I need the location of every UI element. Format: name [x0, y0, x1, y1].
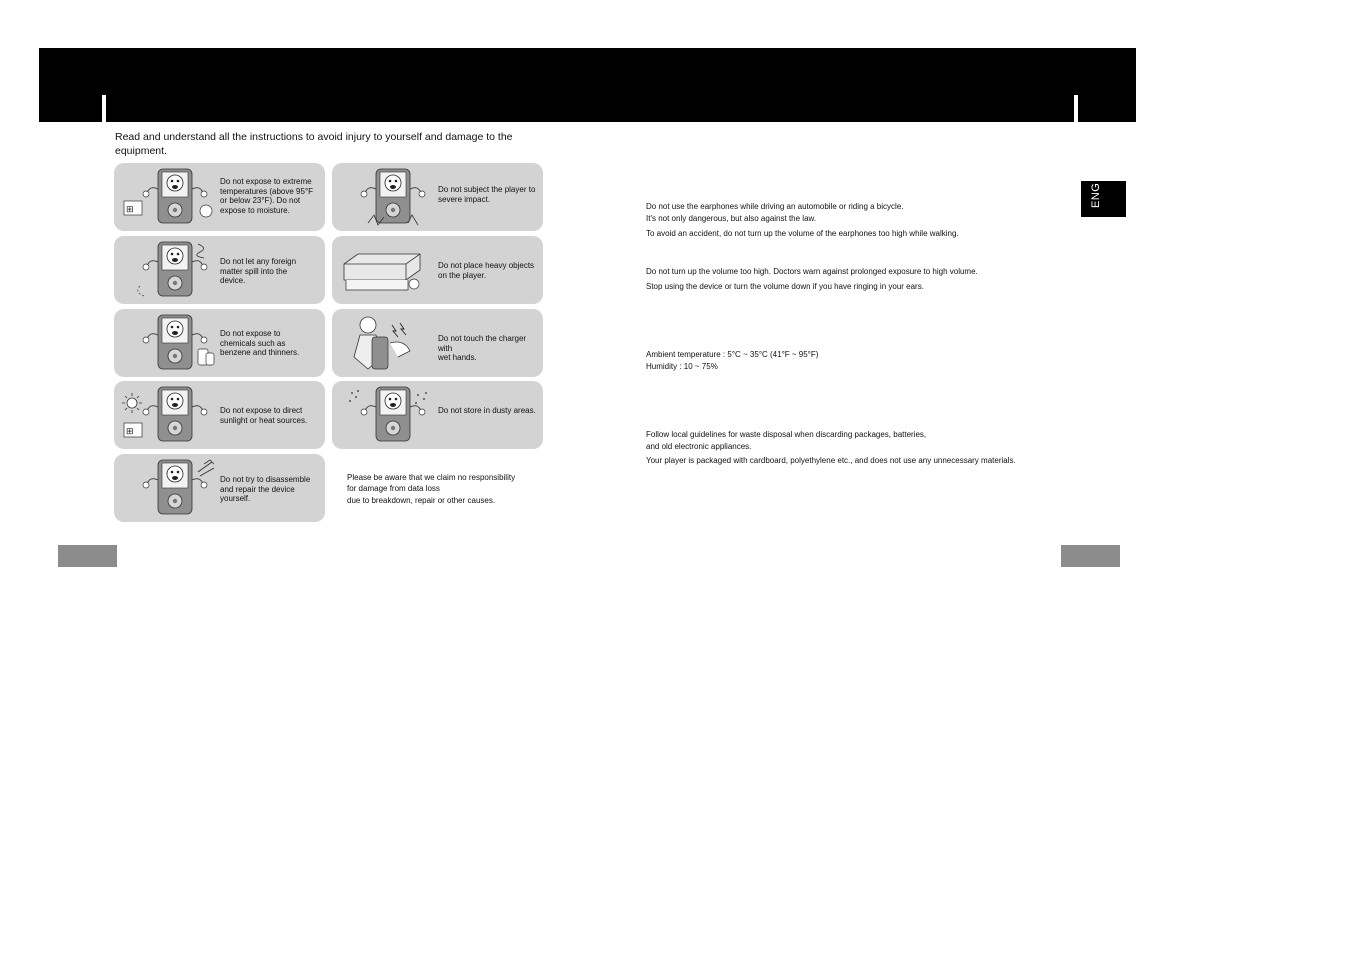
charger-wet-hands-icon: [338, 313, 434, 373]
card-text: Do not expose to chemicals such as benzene and thinners.: [220, 329, 300, 357]
player-temperature-icon: [120, 167, 216, 227]
header-bar: [39, 48, 1136, 122]
card-text: Do not store in dusty areas.: [438, 406, 536, 415]
player-foreign-matter-icon: [120, 240, 216, 300]
page-number-tab-right: [1061, 545, 1120, 567]
page-number-tab-left: [58, 545, 117, 567]
card-text: Do not place heavy objects on the player.: [438, 261, 535, 280]
card-text: Do not expose to direct sunlight or heat sources.: [220, 406, 308, 425]
player-disassemble-icon: [120, 458, 216, 518]
card-text: Do not try to disassemble and repair the device yourself.: [220, 475, 311, 503]
card-text: Do not touch the charger with wet hands.: [438, 334, 527, 362]
player-impact-icon: [338, 167, 434, 227]
player-sunlight-icon: [120, 385, 216, 445]
caution-card-chemicals: [114, 309, 325, 377]
card-text: Do not subject the player to severe impact.: [438, 185, 536, 204]
card-text: Do not let any foreign matter spill into the device.: [220, 257, 297, 285]
svg-text:⊞: ⊞: [126, 426, 134, 436]
intro-text: Read and understand all the instructions to avoid injury to yourself and damage to the equipment.: [115, 131, 513, 157]
header-tick-left: [102, 95, 106, 123]
caution-card-impact: [332, 163, 543, 231]
svg-text:⊞: ⊞: [126, 204, 134, 214]
heavy-objects-icon: [338, 240, 434, 300]
caution-card-sunlight: [114, 381, 325, 449]
data-loss-notice: Please be aware that we claim no responsibility for damage from data loss due to breakdown, repair or other causes.: [347, 473, 516, 505]
header-tick-right: [1074, 95, 1078, 123]
caution-card-temperature: [114, 163, 325, 231]
language-tab: ENG: [1081, 181, 1126, 217]
caution-card-wet-hands: [332, 309, 543, 377]
caution-card-dust: [332, 381, 543, 449]
caution-card-heavy-objects: [332, 236, 543, 304]
player-dust-icon: [338, 385, 434, 445]
card-text: Do not expose to extreme temperatures (above 95°F or below 23°F). Do not expose to moisture.: [220, 177, 314, 215]
caution-card-foreign-matter: [114, 236, 325, 304]
player-chemicals-icon: [120, 313, 216, 373]
caution-card-disassemble: [114, 454, 325, 522]
